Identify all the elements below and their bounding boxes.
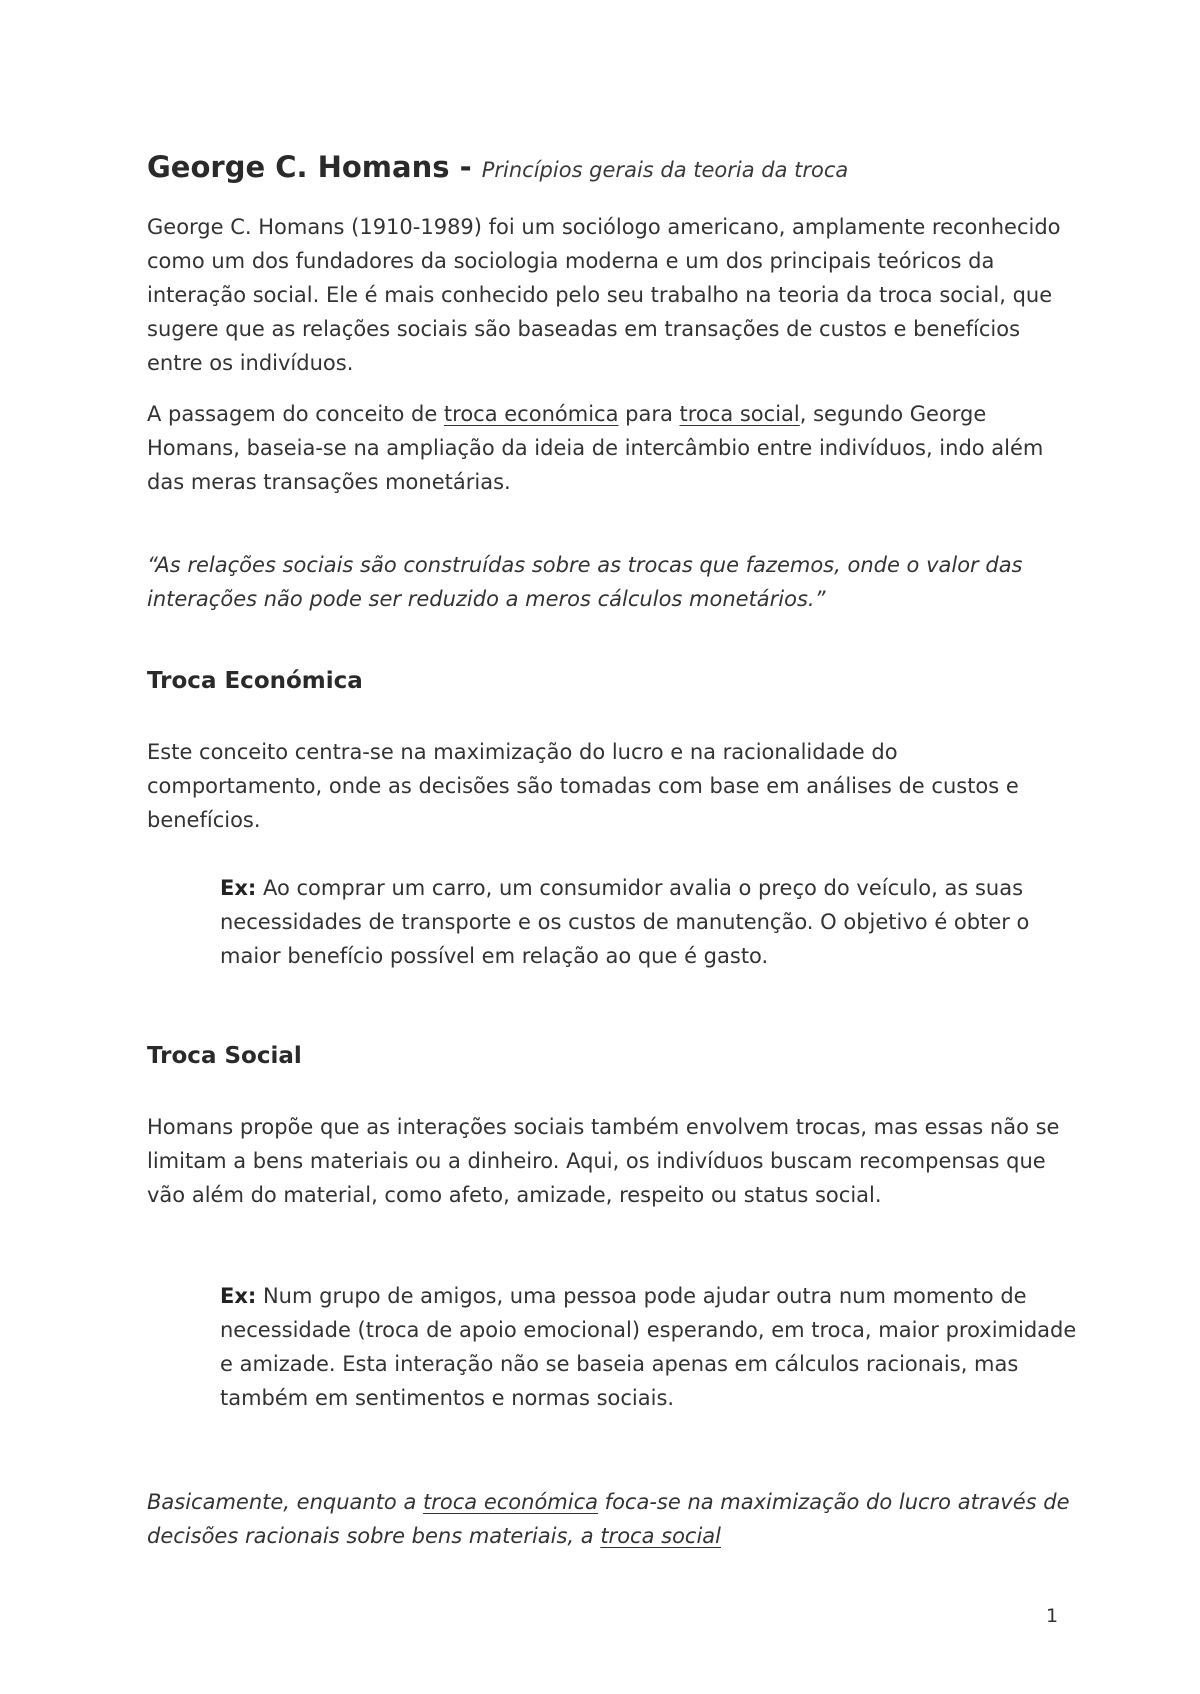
passage-paragraph (147, 397, 1077, 499)
term-troca-social: troca social (600, 1524, 722, 1548)
title-subtitle: Princípios gerais da teoria da troca (481, 158, 849, 182)
heading-troca-social: Troca Social (147, 1043, 302, 1069)
social-paragraph: Homans propõe que as interações sociais também envolvem trocas, mas essas não se limitam a bens materiais ou a dinheiro. Aqui, os indivíduos buscam recompensas que vão além do material, como afeto, amizade, respeito ou status social. (147, 1115, 1060, 1207)
passage-text-start: A passagem do conceito de (147, 402, 444, 426)
example-label: Ex: (220, 876, 257, 900)
example-label: Ex: (220, 1284, 257, 1308)
intro-paragraph: George C. Homans (1910-1989) foi um sociólogo americano, amplamente reconhecido como um dos fundadores da sociologia moderna e um dos principais teóricos da interação social. Ele é mais conhecido pelo seu trabalho na teoria da troca social, que sugere que as relações sociais são baseadas em transações de custos e benefícios entre os indivíduos. (147, 215, 1061, 375)
conclusion-text-middle: foca-se na maximização do lucro através de decisões racionais sobre bens materiais, a (147, 1490, 1070, 1548)
document-title (147, 146, 848, 190)
page-number: 1 (1046, 1605, 1059, 1627)
term-troca-social: troca social (679, 402, 800, 426)
economic-example (220, 871, 1080, 973)
term-troca-economica: troca económica (423, 1490, 598, 1514)
example-text: Num grupo de amigos, uma pessoa pode ajudar outra num momento de necessidade (troca de apoio emocional) esperando, em troca, maior proximidade e amizade. Esta interação não se baseia apenas em cálculos racionais, mas também em sentimentos e normas sociais. (220, 1284, 1077, 1410)
heading-troca-economica: Troca Económica (147, 668, 363, 694)
economic-paragraph: Este conceito centra-se na maximização do lucro e na racionalidade do comportamento, onde as decisões são tomadas com base em análises de custos e benefícios. (147, 740, 1019, 832)
term-troca-economica: troca económica (443, 402, 619, 426)
passage-text-end: , segundo George Homans, baseia-se na ampliação da ideia de intercâmbio entre indivíduos, indo além das meras transações monetárias. (147, 402, 1044, 494)
example-text: Ao comprar um carro, um consumidor avalia o preço do veículo, as suas necessidades de transporte e os custos de manutenção. O objetivo é obter o maior benefício possível em relação ao que é gasto. (220, 876, 1030, 968)
social-example (220, 1279, 1080, 1415)
title-name: George C. Homans - (147, 150, 482, 184)
conclusion-paragraph (147, 1485, 1077, 1553)
quote-paragraph: “As relações sociais são construídas sobre as trocas que fazemos, onde o valor das interações não pode ser reduzido a meros cálculos monetários.” (147, 553, 1023, 611)
passage-text-middle: para (618, 402, 680, 426)
conclusion-text-start: Basicamente, enquanto a (147, 1490, 424, 1514)
